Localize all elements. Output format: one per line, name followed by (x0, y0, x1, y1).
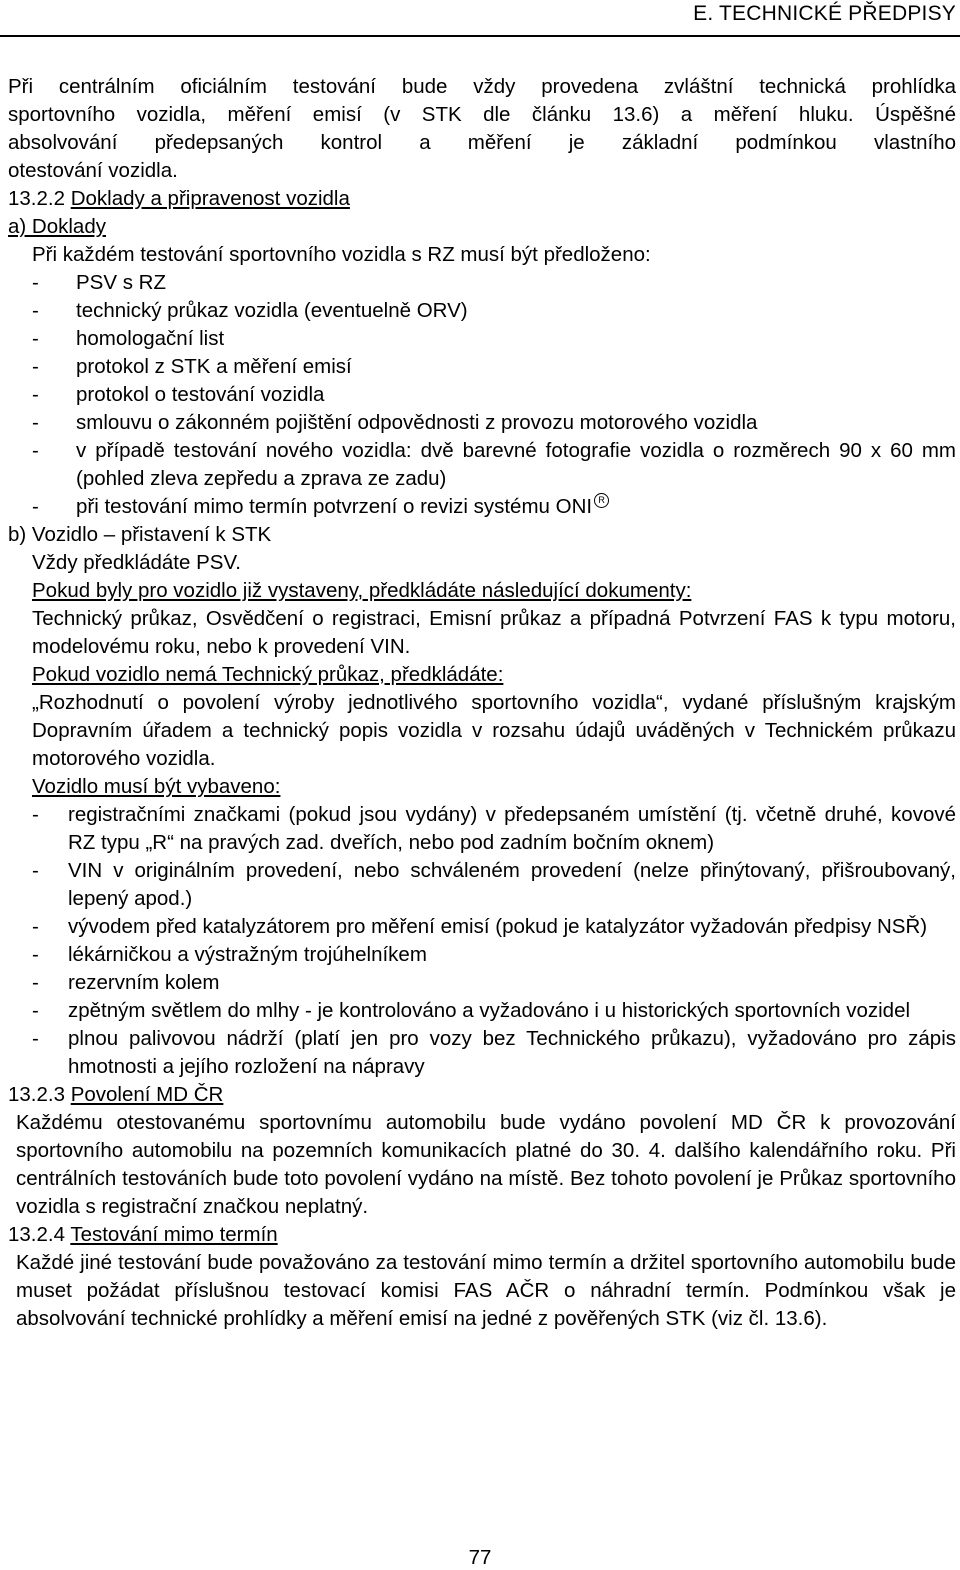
section-heading-13-2-2 (8, 185, 956, 213)
subsection-b-heading: Vozidlo musí být vybaveno: (32, 775, 281, 798)
list-item: - při testování mimo termín potvrzení o revizi systému ONI R (32, 493, 956, 521)
intro-line: Při centrálním oficiálním testování bude vždy provedena zvláštní technická prohlídka (8, 75, 956, 98)
intro-line: absolvování předepsaných kontrol a měření je základní podmínkou vlastního (8, 131, 956, 154)
intro-line: sportovního vozidla, měření emisí (v STK dle článku 13.6) a měření hluku. Úspěšné (8, 103, 956, 126)
equipment-list (8, 801, 956, 1081)
page-header-title: E. TECHNICKÉ PŘEDPISY (693, 2, 956, 25)
subsection-a-lead: Při každém testování sportovního vozidla s RZ musí být předloženo: (32, 243, 651, 266)
section-body: Každé jiné testování bude považováno za testování mimo termín a držitel sportovního automobilu bude muset požádat příslušnou testovací komisi FAS AČR o náhradní termín. Podmínkou však je absolvování technické prohlídky a měření emisí na jedné z pověřených STK (viz čl. 13.6). (16, 1251, 956, 1330)
section-number: 13.2.2 (8, 187, 71, 210)
section-number: 13.2.3 (8, 1083, 71, 1106)
list-item: - smlouvu o zákonném pojištění odpovědnosti z provozu motorového vozidla (32, 411, 758, 434)
list-item: - lékárničkou a výstražným trojúhelníkem (32, 943, 427, 966)
subsection-a-label: a) Doklady (8, 215, 106, 238)
documents-list (8, 269, 956, 521)
subsection-b-heading: Pokud byly pro vozidlo již vystaveny, předkládáte následující dokumenty: (32, 579, 692, 602)
list-item: - homologační list (32, 327, 225, 350)
subsection-b-paragraph: „Rozhodnutí o povolení výroby jednotlivého sportovního vozidla“, vydané příslušným krajským Dopravním úřadem a technický popis vozidla v rozsahu údajů uváděných v Technickém průkazu motorového vozidla. (32, 691, 956, 770)
list-item: - plnou palivovou nádrží (platí jen pro vozy bez Technického průkazu), vyžadováno pro zápis hmotnosti a jejího rozložení na nápravy (32, 1027, 956, 1078)
page-number: 77 (468, 1546, 492, 1569)
list-item: - rezervním kolem (32, 971, 220, 994)
section-heading-13-2-3 (8, 1081, 956, 1109)
list-item: - VIN v originálním provedení, nebo schváleném provedení (nelze přinýtovaný, přišroubovaný, lepený apod.) (32, 859, 956, 910)
section-title: Testování mimo termín (70, 1223, 278, 1246)
document-body (8, 73, 956, 1333)
list-item: - zpětným světlem do mlhy - je kontrolováno a vyžadováno i u historických sportovních vozidel (32, 999, 911, 1022)
registered-trademark-icon: R (594, 493, 609, 508)
section-number: 13.2.4 (8, 1223, 71, 1246)
section-title: Doklady a připravenost vozidla (70, 187, 350, 210)
section-title: Povolení MD ČR (70, 1083, 224, 1106)
subsection-b-paragraph: Technický průkaz, Osvědčení o registraci, Emisní průkaz a případná Potvrzení FAS k typu motoru, modelovému roku, nebo k provedení VIN. (32, 607, 956, 658)
list-item: - registračními značkami (pokud jsou vydány) v předepsaném umístění (tj. včetně druhé, kovové RZ typu „R“ na pravých zad. dveřích, nebo pod zadním bočním oknem) (32, 803, 956, 854)
intro-line: otestování vozidla. (8, 159, 178, 182)
subsection-b-heading: Pokud vozidlo nemá Technický průkaz, předkládáte: (32, 663, 504, 686)
list-item: - technický průkaz vozidla (eventuelně ORV) (32, 299, 468, 322)
header-divider (0, 35, 960, 37)
list-item: - protokol o testování vozidla (32, 383, 325, 406)
list-item: - vývodem před katalyzátorem pro měření emisí (pokud je katalyzátor vyžadován předpisy NSŘ) (32, 915, 928, 938)
subsection-b-label: b) Vozidlo – přistavení k STK (8, 523, 272, 546)
list-item: - protokol z STK a měření emisí (32, 355, 352, 378)
list-item: - v případě testování nového vozidla: dvě barevné fotografie vozidla o rozměrech 90 x 60 mm (pohled zleva zepředu a zprava ze zadu) (32, 439, 956, 490)
section-heading-13-2-4 (8, 1221, 956, 1249)
list-item: - PSV s RZ (32, 271, 166, 294)
section-body: Každému otestovanému sportovnímu automobilu bude vydáno povolení MD ČR k provozování sportovního automobilu na pozemních komunikacích platné do 30. 4. dalšího kalendářního roku. Při centrálních testováních bude toto povolení vydáno na místě. Bez tohoto povolení je Průkaz sportovního vozidla s registrační značkou neplatný. (16, 1111, 956, 1218)
subsection-b-lead: Vždy předkládáte PSV. (32, 551, 241, 574)
